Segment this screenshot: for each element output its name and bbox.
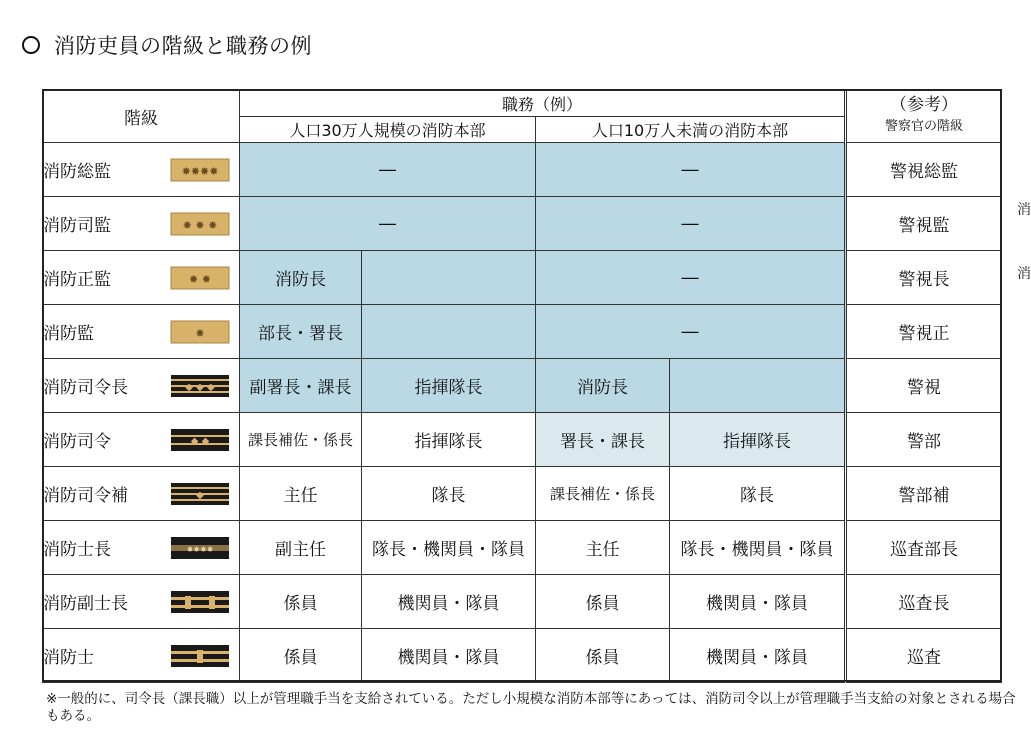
header-300k: 人口30万人規模の消防本部 (240, 117, 536, 143)
svg-text:◆ ◆ ◆: ◆ ◆ ◆ (185, 381, 215, 393)
police-rank-cell: 警視正 (846, 305, 1002, 359)
duty-300k-cell: 機関員・隊員 (362, 629, 536, 683)
header-100k: 人口10万人未満の消防本部 (536, 117, 846, 143)
duty-100k-cell: ― (536, 143, 846, 197)
rank-name: 消防副士長 (43, 594, 128, 614)
rank-name: 消防司令長 (43, 378, 128, 398)
svg-text:✸✸✸✸: ✸✸✸✸ (181, 164, 219, 178)
rank-name: 消防正監 (43, 270, 111, 290)
duty-100k-cell: 機関員・隊員 (670, 629, 846, 683)
circle-bullet-icon (22, 36, 40, 54)
duty-300k-cell: 隊長 (362, 467, 536, 521)
police-rank-cell: 警部補 (846, 467, 1002, 521)
duty-300k-cell: 主任 (240, 467, 362, 521)
duty-300k-cell: 指揮隊長 (362, 413, 536, 467)
duty-300k-cell: 部長・署長 (240, 305, 362, 359)
duty-100k-cell: 隊長 (670, 467, 846, 521)
police-rank-cell: 警視 (846, 359, 1002, 413)
duty-100k-cell: ― (536, 197, 846, 251)
side-text-fragment: 消 (1017, 266, 1031, 282)
svg-text:✸ ✸: ✸ ✸ (189, 272, 211, 286)
rank-name: 消防司監 (43, 216, 111, 236)
duty-300k-cell: 副署長・課長 (240, 359, 362, 413)
header-reference-bottom: 警察官の階級 (884, 119, 963, 134)
header-rank: 階級 (43, 90, 240, 143)
police-rank-cell: 警部 (846, 413, 1002, 467)
footnote: ※一般的に、司令長（課長職）以上が管理職手当を支給されている。ただし小規模な消防本部等にあっては、消防司令以上が管理職手当支給の対象とされる場合もある。 (46, 691, 1016, 724)
police-rank-cell: 警視長 (846, 251, 1002, 305)
duty-100k-cell: 機関員・隊員 (670, 575, 846, 629)
duty-300k-cell: ― (240, 143, 536, 197)
duty-100k-cell: 係員 (536, 629, 670, 683)
duty-300k-cell: 機関員・隊員 (362, 575, 536, 629)
duty-300k-cell: 課長補佐・係長 (240, 413, 362, 467)
svg-text:✸ ✸ ✸: ✸ ✸ ✸ (182, 218, 218, 232)
rank-name: 消防士 (43, 648, 94, 668)
duty-100k-cell: ― (536, 305, 846, 359)
duty-100k-cell: 指揮隊長 (670, 413, 846, 467)
page-title: 消防吏員の階級と職務の例 (18, 30, 312, 60)
rank-name: 消防監 (43, 324, 94, 344)
svg-text:✸✸✸✸: ✸✸✸✸ (186, 544, 214, 554)
rank-name: 消防総監 (43, 162, 111, 182)
duty-300k-cell: 消防長 (240, 251, 362, 305)
police-rank-cell: 巡査部長 (846, 521, 1002, 575)
duty-100k-cell: 消防長 (536, 359, 670, 413)
duty-300k-cell: ― (240, 197, 536, 251)
police-rank-cell: 巡査長 (846, 575, 1002, 629)
header-duty: 職務（例） (240, 90, 846, 117)
duty-300k-cell: 係員 (240, 575, 362, 629)
duty-100k-cell: 係員 (536, 575, 670, 629)
duty-300k-cell: 係員 (240, 629, 362, 683)
svg-text:✸: ✸ (195, 326, 205, 340)
duty-100k-cell: 主任 (536, 521, 670, 575)
duty-300k-cell: 隊長・機関員・隊員 (362, 521, 536, 575)
police-rank-cell: 警視監 (846, 197, 1002, 251)
police-rank-cell: 警視総監 (846, 143, 1002, 197)
header-reference-top: （参考） (890, 95, 958, 115)
rank-name: 消防司令補 (43, 486, 128, 506)
svg-text:◆: ◆ (196, 489, 204, 501)
table-outer-border (42, 89, 1002, 682)
side-text-fragment: 消 (1017, 202, 1031, 218)
svg-text:◆ ◆: ◆ ◆ (190, 435, 210, 447)
duty-100k-cell: ― (536, 251, 846, 305)
rank-name: 消防士長 (43, 540, 111, 560)
duty-100k-cell: 署長・課長 (536, 413, 670, 467)
duty-100k-cell: 課長補佐・係長 (536, 467, 670, 521)
duty-300k-cell: 指揮隊長 (362, 359, 536, 413)
rank-name: 消防司令 (43, 432, 111, 452)
duty-100k-cell: 隊長・機関員・隊員 (670, 521, 846, 575)
police-rank-cell: 巡査 (846, 629, 1002, 683)
duty-300k-cell: 副主任 (240, 521, 362, 575)
